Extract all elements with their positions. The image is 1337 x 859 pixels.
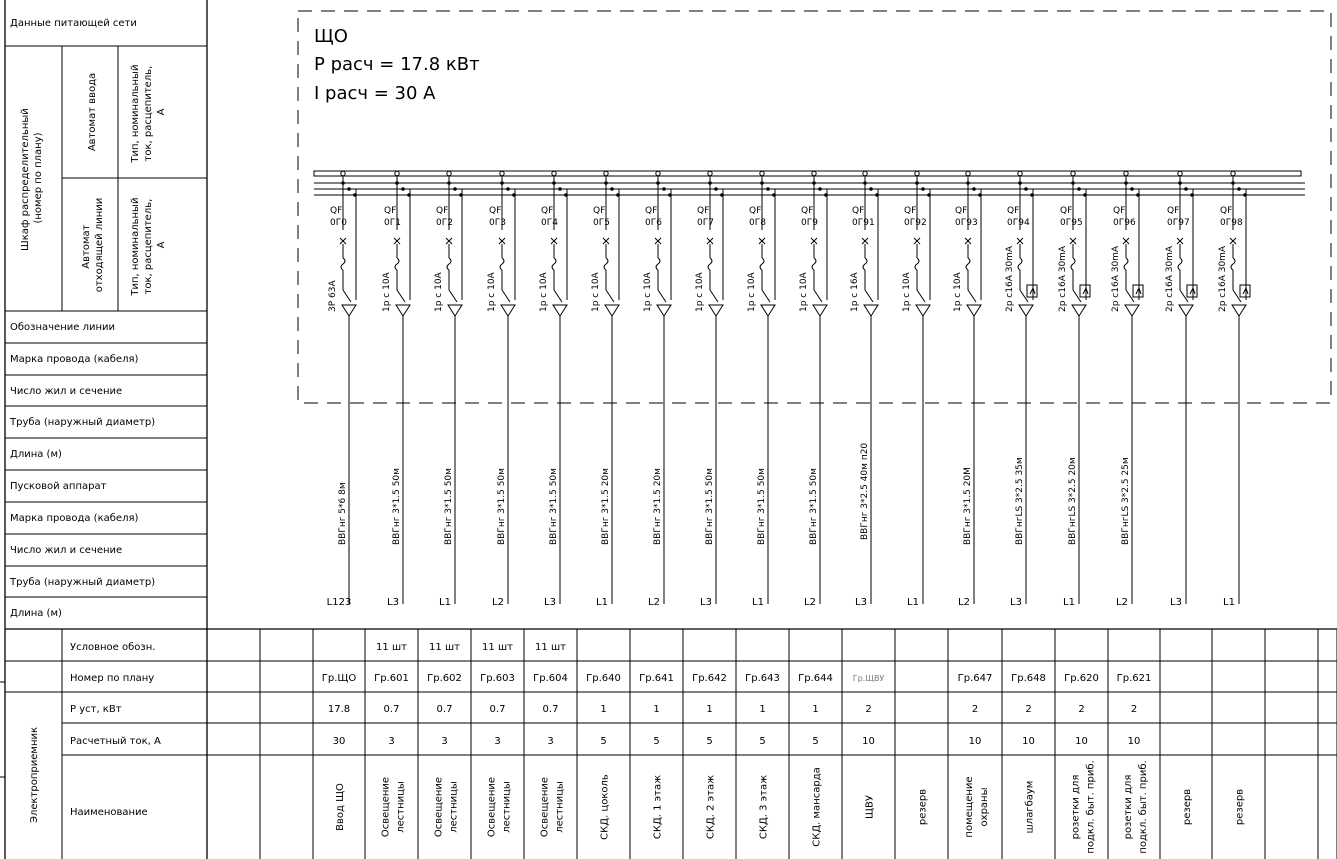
current-cell: 30	[332, 736, 346, 747]
table-column	[1064, 673, 1099, 854]
input-breaker-label: Автомат ввода	[87, 72, 98, 152]
cable-spec: ВВГнг 3*1.5 50м	[444, 468, 454, 545]
plan-number-cell: Гр.604	[533, 673, 568, 684]
breaker-rating: 1р с 16А	[850, 272, 860, 312]
qf-prefix: QF	[1007, 206, 1020, 216]
consumer-name: розетки для подкл. быт. приб.	[1123, 760, 1149, 854]
plan-number-cell: Гр.ЩВУ	[852, 674, 885, 683]
svg-text:Автомат отходящей линии	[81, 198, 105, 293]
consumer-group-label: Электроприемник	[29, 726, 40, 824]
breaker-rating: 2р с16А 30mA	[1005, 245, 1015, 312]
cable-spec: ВВГнг 3*1.5 50м	[549, 468, 559, 545]
header-row-label: Число жил и сечение	[10, 386, 123, 397]
qf-number: 0Г96	[1113, 218, 1136, 228]
current-cell: 3	[441, 736, 448, 747]
breaker-rating: 1р с 10А	[539, 272, 549, 312]
outgoing-breaker-label-1: Автомат	[81, 224, 92, 269]
consumer-name: Освещение лестницы	[433, 776, 460, 838]
consumer-name: СКД. мансарда	[811, 767, 823, 847]
circuit-branch	[327, 171, 357, 608]
table-column	[427, 642, 462, 837]
panel-name: ЩО	[314, 26, 348, 47]
table-column	[853, 674, 885, 819]
consumer-name: Освещение лестницы	[486, 776, 513, 838]
consumer-table	[5, 629, 1337, 859]
plan-number-cell: Гр.640	[586, 673, 621, 684]
qf-number: 0Г97	[1167, 218, 1190, 228]
header-row-label: Обозначение линии	[10, 322, 115, 333]
phase-label: L1	[439, 597, 451, 608]
cable-spec: ВВГнг 3*1.5 50м	[809, 468, 819, 545]
current-cell: 3	[388, 736, 395, 747]
current-cell: 5	[759, 736, 766, 747]
consumer-name: Освещение лестницы	[539, 776, 566, 838]
qf-prefix: QF	[749, 206, 762, 216]
consumer-name: шлагбаум	[1024, 780, 1036, 834]
phase-label: L2	[648, 597, 660, 608]
power-cell: 0.7	[542, 704, 559, 715]
power-cell: 17.8	[327, 704, 351, 715]
circuit-branch	[539, 171, 568, 608]
plan-number-cell: Гр.641	[639, 673, 674, 684]
qf-number: 0Г92	[904, 218, 927, 228]
power-cell: 2	[865, 704, 872, 715]
qf-prefix: QF	[904, 206, 917, 216]
symbol-cell: 11 шт	[429, 642, 460, 653]
table-column	[798, 673, 833, 847]
power-cell: 0.7	[489, 704, 506, 715]
header-row-label: Марка провода (кабеля)	[10, 354, 139, 365]
plan-number-cell: Гр.ЩО	[321, 673, 357, 684]
cable-spec: ВВГнг 3*1.5 20м	[653, 468, 663, 545]
svg-text:Тип, номинальный ток, ра	[130, 194, 167, 296]
power-cell: 1	[653, 704, 660, 715]
current-cell: 10	[1075, 736, 1088, 747]
qf-number: 0Г8	[749, 218, 766, 228]
table-column	[374, 642, 409, 837]
breaker-rating: 1р с 10А	[953, 272, 963, 312]
input-breaker-spec-3: А	[156, 108, 167, 116]
breaker-rating: 2р с16А 30mA	[1111, 245, 1121, 312]
qf-number: 0Г5	[593, 218, 610, 228]
qf-prefix: QF	[852, 206, 865, 216]
circuit-branch	[1058, 171, 1090, 608]
table-column	[533, 642, 568, 837]
qf-number: 0Г2	[436, 218, 453, 228]
phase-label: L3	[855, 597, 867, 608]
header-row-label: Длина (м)	[10, 608, 62, 619]
phase-label: L1	[596, 597, 608, 608]
circuit-branch	[434, 171, 463, 608]
table-column	[745, 673, 780, 839]
qf-prefix: QF	[1220, 206, 1233, 216]
qf-prefix: QF	[955, 206, 968, 216]
table-column	[480, 642, 515, 837]
breaker-rating: 1р с 10А	[643, 272, 653, 312]
plan-number-cell: Гр.644	[798, 673, 833, 684]
power-cell: 2	[1078, 704, 1085, 715]
circuit-branch	[953, 171, 982, 608]
phase-label: L2	[804, 597, 816, 608]
phase-label: L123	[326, 597, 352, 608]
circuit-branch	[747, 171, 776, 608]
plan-number-cell: Гр.621	[1116, 673, 1152, 684]
consumer-name: СКД. цоколь	[599, 774, 611, 840]
current-cell: 5	[653, 736, 660, 747]
qf-number: 0Г93	[955, 218, 978, 228]
phase-label: L1	[752, 597, 764, 608]
qf-prefix: QF	[436, 206, 449, 216]
qf-prefix: QF	[1167, 206, 1180, 216]
table-row-label: Расчетный ток, А	[70, 736, 161, 747]
power-cell: 1	[812, 704, 819, 715]
current-cell: 3	[547, 736, 554, 747]
breaker-rating: 2р с16А 30mA	[1218, 245, 1228, 312]
consumer-name: резерв	[917, 788, 929, 826]
cable-spec: ВВГнг 3*1.5 20м	[601, 468, 611, 545]
symbol-cell: 11 шт	[376, 642, 407, 653]
outgoing-breaker-label-2: отходящей линии	[94, 197, 105, 293]
qf-number: 0Г95	[1060, 218, 1083, 228]
current-cell: 10	[968, 736, 982, 747]
consumer-name: резерв	[1234, 788, 1246, 826]
breaker-rating: 1р с 10А	[799, 272, 809, 312]
cabinet-label: Шкаф распределительный	[20, 108, 31, 251]
plan-number-cell: Гр.647	[957, 673, 993, 684]
plan-number-cell: Гр.601	[374, 673, 409, 684]
phase-label: L3	[544, 597, 556, 608]
outgoing-breaker-spec-2: ток, расцепитель,	[143, 198, 154, 295]
outgoing-breaker-spec-1: Тип, номинальный	[130, 197, 141, 296]
qf-number: 0Г9	[801, 218, 818, 228]
cable-spec: ВВГнгLS 3*2.5 25м	[1121, 457, 1131, 545]
qf-number: 0Г94	[1007, 218, 1030, 228]
phase-label: L2	[958, 597, 970, 608]
table-column	[1235, 789, 1246, 825]
cable-spec: ВВГнг 3*1.5 50м	[757, 468, 767, 545]
power-cell: 1	[600, 704, 607, 715]
qf-number: 0Г98	[1220, 218, 1243, 228]
power-cell: 2	[1025, 704, 1032, 715]
symbol-cell: 11 шт	[535, 642, 566, 653]
table-column	[918, 789, 929, 825]
current-cell: 10	[1022, 736, 1035, 747]
table-column	[1182, 789, 1193, 825]
phase-label: L3	[1010, 597, 1022, 608]
circuit-branch	[902, 171, 931, 608]
plan-number-cell: Гр.603	[480, 673, 515, 684]
qf-prefix: QF	[1060, 206, 1073, 216]
qf-number: 0Г91	[852, 218, 875, 228]
breaker-rating: 2р с16А 30mA	[1058, 245, 1068, 312]
cable-spec: ВВГнг 3*1.5 20М	[963, 467, 973, 545]
cable-spec: ВВГнгLS 3*2.5 35м	[1015, 457, 1025, 545]
qf-prefix: QF	[593, 206, 606, 216]
cabinet-sublabel: (номер по плану)	[33, 132, 44, 224]
svg-text:Шкаф распределительный (	[20, 105, 44, 251]
circuit-branch	[1165, 171, 1197, 608]
cable-spec: ВВГнг 3*2.5 40м п20	[860, 442, 870, 540]
breaker-rating: 3P 63A	[328, 280, 338, 312]
plan-number-cell: Гр.648	[1011, 673, 1046, 684]
qf-prefix: QF	[489, 206, 502, 216]
symbol-cell: 11 шт	[482, 642, 513, 653]
circuit-branch	[643, 171, 672, 608]
current-cell: 5	[600, 736, 607, 747]
consumer-name: СКД. 3 этаж	[758, 774, 770, 840]
circuit-branch	[695, 171, 724, 608]
qf-prefix: QF	[801, 206, 814, 216]
supply-data-label: Данные питающей сети	[10, 18, 137, 29]
consumer-name: СКД. 1 этаж	[652, 774, 664, 840]
power-cell: 0.7	[383, 704, 400, 715]
current-cell: 5	[812, 736, 819, 747]
plan-number-cell: Гр.642	[692, 673, 727, 684]
qf-number: 0Г1	[384, 218, 401, 228]
qf-number: 0Г7	[697, 218, 714, 228]
phase-label: L1	[907, 597, 919, 608]
power-cell: 1	[706, 704, 713, 715]
consumer-name: розетки для подкл. быт. приб.	[1070, 760, 1097, 854]
table-column	[639, 673, 674, 839]
circuit-branch	[382, 171, 411, 608]
breaker-rating: 1р с 10А	[902, 272, 912, 312]
current-cell: 10	[1127, 736, 1141, 747]
table-row-label: Р уст, кВт	[70, 704, 122, 715]
input-breaker-spec-1: Тип, номинальный	[130, 64, 141, 163]
power-cell: 2	[971, 704, 979, 715]
qf-prefix: QF	[697, 206, 710, 216]
qf-prefix: QF	[384, 206, 397, 216]
breaker-rating: 1р с 10А	[434, 272, 444, 312]
circuit-branch	[591, 171, 620, 608]
phase-label: L1	[1223, 597, 1235, 608]
power-cell: 2	[1130, 704, 1138, 715]
header-row-label: Марка провода (кабеля)	[10, 513, 139, 524]
table-column	[692, 673, 727, 839]
qf-number: 0Г3	[489, 218, 506, 228]
plan-number-cell: Гр.643	[745, 673, 780, 684]
header-row-label: Пусковой аппарат	[10, 481, 107, 492]
breaker-rating: 2р с16А 30mA	[1165, 245, 1175, 312]
qf-number: 0Г0	[330, 218, 347, 228]
breaker-rating: 1р с 10А	[695, 272, 705, 312]
consumer-name: ЩВУ	[864, 795, 876, 819]
consumer-name: помещение охраны	[964, 776, 990, 838]
cable-spec: ВВГнгLS 3*2.5 20м	[1068, 457, 1078, 545]
breaker-rating: 1р с 10А	[382, 272, 392, 312]
breaker-rating: 1р с 10А	[591, 272, 601, 312]
phase-label: L2	[1116, 597, 1128, 608]
consumer-name: СКД. 2 этаж	[705, 774, 717, 840]
phase-label: L2	[492, 597, 504, 608]
cable-spec: ВВГнг 3*1.5 50м	[497, 468, 507, 545]
circuit-branch	[487, 171, 516, 608]
power-cell: 0.7	[436, 704, 453, 715]
cable-spec: ВВГнг 5*6 8м	[338, 482, 348, 545]
power-cell: 1	[759, 704, 766, 715]
cable-spec: ВВГнг 3*1.5 50м	[705, 468, 715, 545]
qf-prefix: QF	[645, 206, 658, 216]
breaker-rating: 1р с 10А	[747, 272, 757, 312]
plan-number-cell: Гр.620	[1064, 673, 1099, 684]
header-row-label: Длина (м)	[10, 449, 62, 460]
input-breaker-spec-2: ток, расцепитель,	[143, 65, 154, 162]
qf-prefix: QF	[541, 206, 554, 216]
consumer-name: Ввод ЩО	[335, 783, 346, 831]
table-row-label: Наименование	[70, 807, 148, 818]
phase-label: L3	[700, 597, 712, 608]
phase-label: L3	[387, 597, 399, 608]
header-row-label: Труба (наружный диаметр)	[10, 417, 156, 428]
table-row-label: Условное обозн.	[70, 642, 156, 653]
qf-prefix: QF	[330, 206, 343, 216]
cable-spec: ВВГнг 3*1.5 50м	[392, 468, 402, 545]
busbar	[314, 171, 1305, 195]
circuit-branch	[1218, 171, 1250, 608]
qf-number: 0Г4	[541, 218, 558, 228]
plan-number-cell: Гр.602	[427, 673, 462, 684]
consumer-name: резерв	[1182, 788, 1193, 826]
header-row-label: Число жил и сечение	[10, 545, 123, 556]
phase-label: L3	[1170, 597, 1182, 608]
svg-text:Тип, номинальный ток, ра	[130, 61, 167, 163]
consumer-name: Освещение лестницы	[380, 776, 407, 838]
qf-prefix: QF	[1113, 206, 1126, 216]
circuit-branch	[1111, 171, 1143, 608]
outgoing-breaker-spec-3: А	[156, 241, 167, 249]
panel-p-calc: P расч = 17.8 кВт	[314, 54, 480, 75]
panel-i-calc: I расч = 30 А	[314, 83, 436, 104]
table-column	[586, 673, 621, 840]
table-column	[1011, 673, 1046, 833]
current-cell: 3	[494, 736, 501, 747]
table-column	[322, 673, 357, 831]
circuit-branch	[799, 171, 828, 608]
phase-label: L1	[1063, 597, 1075, 608]
current-cell: 10	[862, 736, 875, 747]
qf-number: 0Г6	[645, 218, 662, 228]
circuit-branch	[1005, 171, 1037, 608]
table-column	[1117, 673, 1152, 854]
current-cell: 5	[706, 736, 713, 747]
table-row-label: Номер по плану	[70, 673, 155, 684]
header-row-label: Труба (наружный диаметр)	[10, 577, 156, 588]
breaker-rating: 1р с 10А	[487, 272, 497, 312]
circuit-branch	[850, 171, 879, 608]
